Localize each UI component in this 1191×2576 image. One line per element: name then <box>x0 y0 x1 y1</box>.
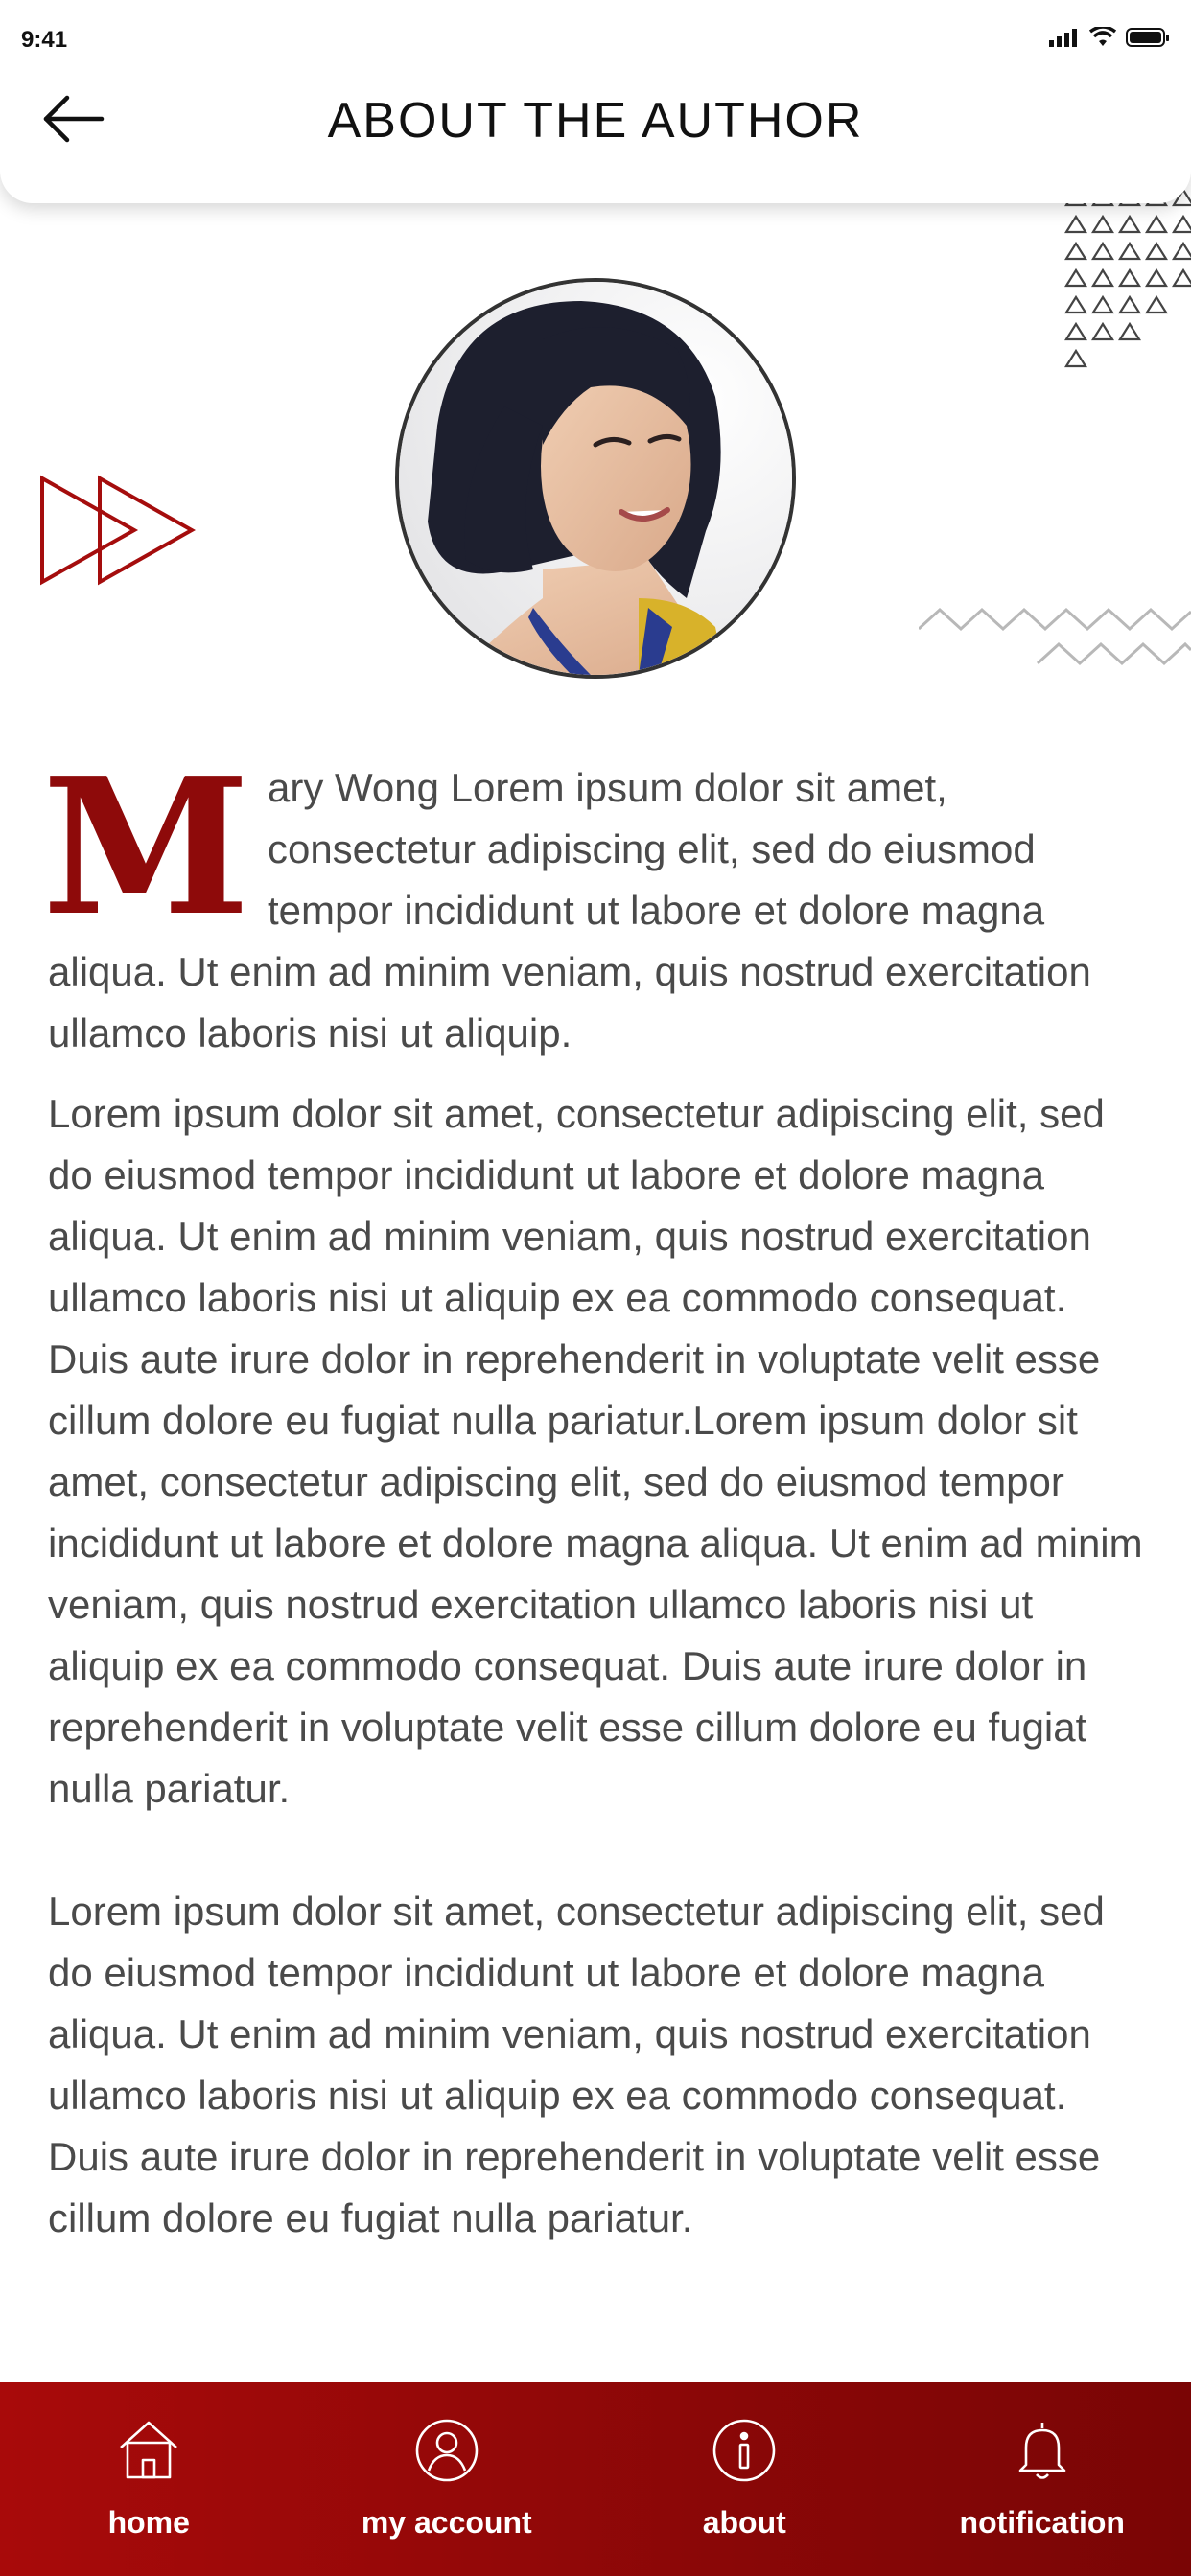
author-avatar <box>395 278 796 679</box>
wifi-icon <box>1089 27 1116 48</box>
status-bar <box>0 0 1191 81</box>
home-icon <box>115 2417 182 2484</box>
bio-intro-paragraph <box>42 737 1143 1064</box>
bio-intro-text: ary Wong Lorem ipsum dolor sit amet, consectetur adipiscing elit, sed do eiusmod tempor incididunt ut labore et dolore magna aliqua. Ut enim ad minim veniam, quis nostrud exercitation ullamco laboris nisi ut aliquip. <box>48 765 1091 1056</box>
tab-about[interactable] <box>596 2382 894 2576</box>
status-time: 9:41 <box>21 27 68 53</box>
tab-notification-label: notification <box>959 2505 1125 2540</box>
author-bio <box>42 737 1143 2268</box>
bio-paragraph-3: Lorem ipsum dolor sit amet, consectetur adipiscing elit, sed do eiusmod tempor incididunt ut labore et dolore magna aliqua. Ut enim ad minim veniam, quis nostrud exercitation ullamco laboris nisi ut aliquip ex ea commodo consequat. Duis aute irure dolor in reprehenderit in voluptate velit esse cillum dolore eu fugiat nulla pariatur. <box>48 1889 1105 2240</box>
user-icon <box>413 2417 480 2484</box>
paragraph-spacer <box>48 1839 1143 1881</box>
bottom-tab-bar <box>0 2382 1191 2576</box>
tab-my-account-label: my account <box>361 2505 532 2540</box>
zigzag-decoration <box>919 602 1191 669</box>
tab-about-label: about <box>702 2505 786 2540</box>
battery-icon <box>1126 27 1170 48</box>
triangle-pattern-decoration <box>1057 182 1191 393</box>
tab-notification[interactable] <box>894 2382 1191 2576</box>
author-photo <box>399 282 792 675</box>
bell-icon <box>1009 2417 1076 2484</box>
play-arrows-decoration <box>38 475 196 586</box>
status-icons <box>1049 27 1170 48</box>
signal-icon <box>1049 28 1080 47</box>
tab-my-account[interactable] <box>298 2382 596 2576</box>
page-title: ABOUT THE AUTHOR <box>327 93 864 149</box>
tab-home[interactable] <box>0 2382 298 2576</box>
bio-paragraph-2: Lorem ipsum dolor sit amet, consectetur adipiscing elit, sed do eiusmod tempor incididunt ut labore et dolore magna aliqua. Ut enim ad minim veniam, quis nostrud exercitation ullamco laboris nisi ut aliquip ex ea commodo consequat. Duis aute irure dolor in reprehenderit in voluptate velit esse cillum dolore eu fugiat nulla pariatur.Lorem ipsum dolor sit amet, consectetur adipiscing elit, sed do eiusmod tempor incididunt ut labore et dolore magna aliqua. Ut enim ad minim veniam, quis nostrud exercitation ullamco laboris nisi ut aliquip ex ea commodo consequat. Duis aute irure dolor in reprehenderit in voluptate velit esse cillum dolore eu fugiat nulla pariatur. <box>48 1091 1143 1811</box>
info-icon <box>711 2417 778 2484</box>
drop-cap: M <box>42 737 250 958</box>
tab-home-label: home <box>107 2505 190 2540</box>
